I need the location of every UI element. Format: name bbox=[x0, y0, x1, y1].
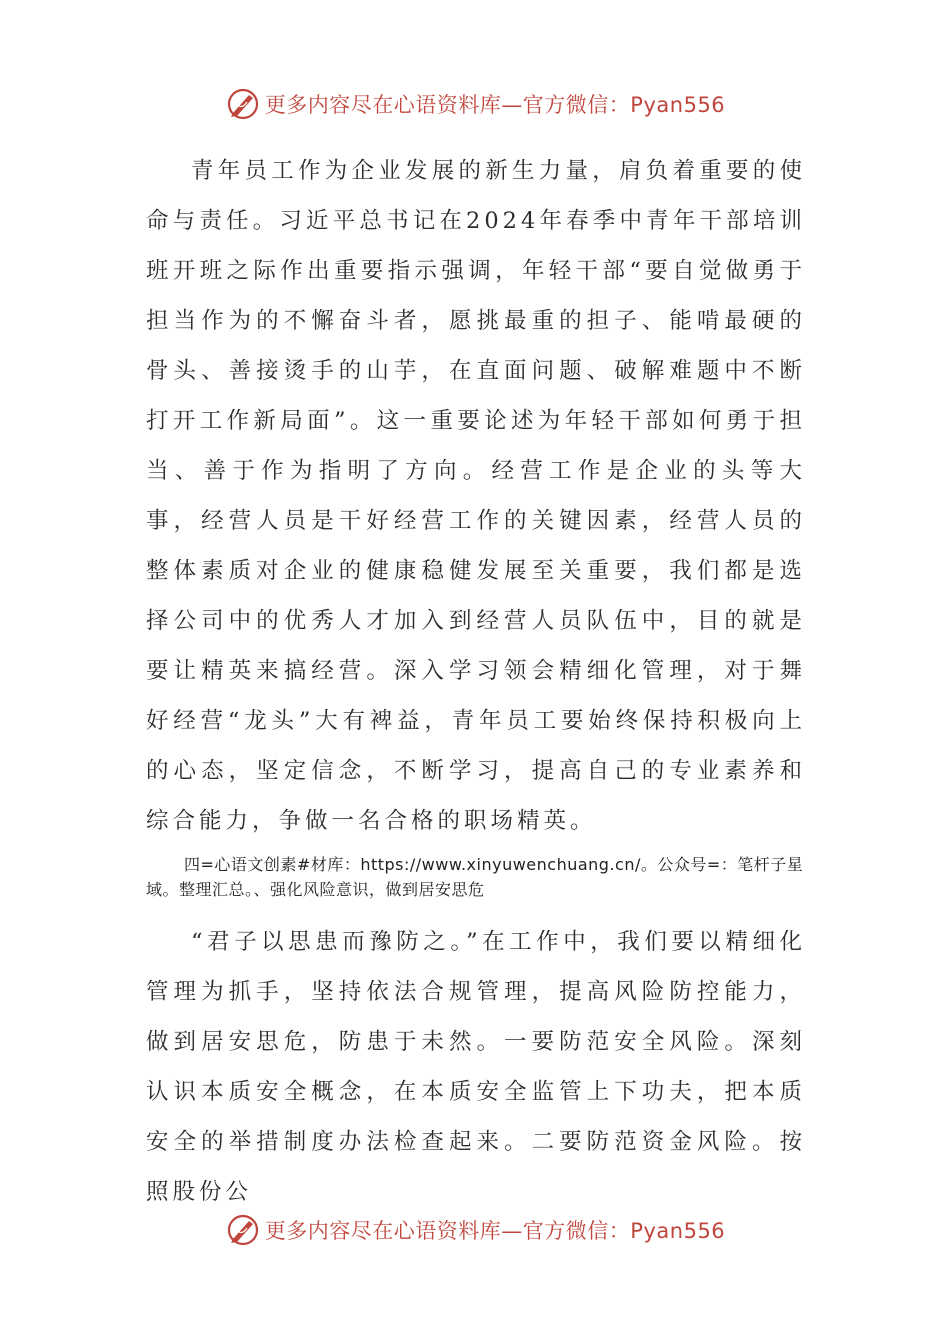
paragraph-intro: 青年员工作为企业发展的新生力量，肩负着重要的使命与责任。习近平总书记在2024年春季中青年干部培训班开班之际作出重要指示强调，年轻干部“要自觉做勇于担当作为的不懈奋斗者，愿挑最重的担子、能啃最硬的骨头、善接烫手的山芋，在直面问题、破解难题中不断打开工作新局面”。这一重要论述为年轻干部如何勇于担当、善于作为指明了方向。经营工作是企业的头等大事，经营人员是干好经营工作的关键因素，经营人员的整体素质对企业的健康稳健发展至关重要，我们都是选择公司中的优秀人才加入到经营人员队伍中，目的就是要让精英来搞经营。深入学习领会精细化管理，对于舞好经营“龙头”大有裨益，青年员工要始终保持积极向上的心态，坚定信念，不断学习，提高自己的专业素养和综合能力，争做一名合格的职场精英。 bbox=[146, 158, 806, 834]
pen-logo-icon bbox=[225, 86, 261, 122]
header-banner bbox=[0, 84, 950, 124]
header-banner-text: 更多内容尽在心语资料库—官方微信：Pyan556 bbox=[264, 93, 726, 117]
footer-banner bbox=[0, 1210, 950, 1250]
pen-logo-icon bbox=[225, 1212, 261, 1248]
paragraph-risk: “君子以思患而豫防之。”在工作中，我们要以精细化管理为抓手，坚持依法合规管理，提高风险防控能力，做到居安思危，防患于未然。一要防范安全风险。深刻认识本质安全概念，在本质安全监管上下功夫，把本质安全的举措制度办法检查起来。二要防范资金风险。按照股份公 bbox=[146, 929, 806, 1205]
footer-banner-text: 更多内容尽在心语资料库—官方微信：Pyan556 bbox=[264, 1219, 726, 1243]
source-note: 四=心语文创素#材库：https://www.xinyuwenchuang.cn/。公众号=：笔杆子星域。整理汇总。、强化风险意识，做到居安思危 bbox=[146, 855, 804, 899]
